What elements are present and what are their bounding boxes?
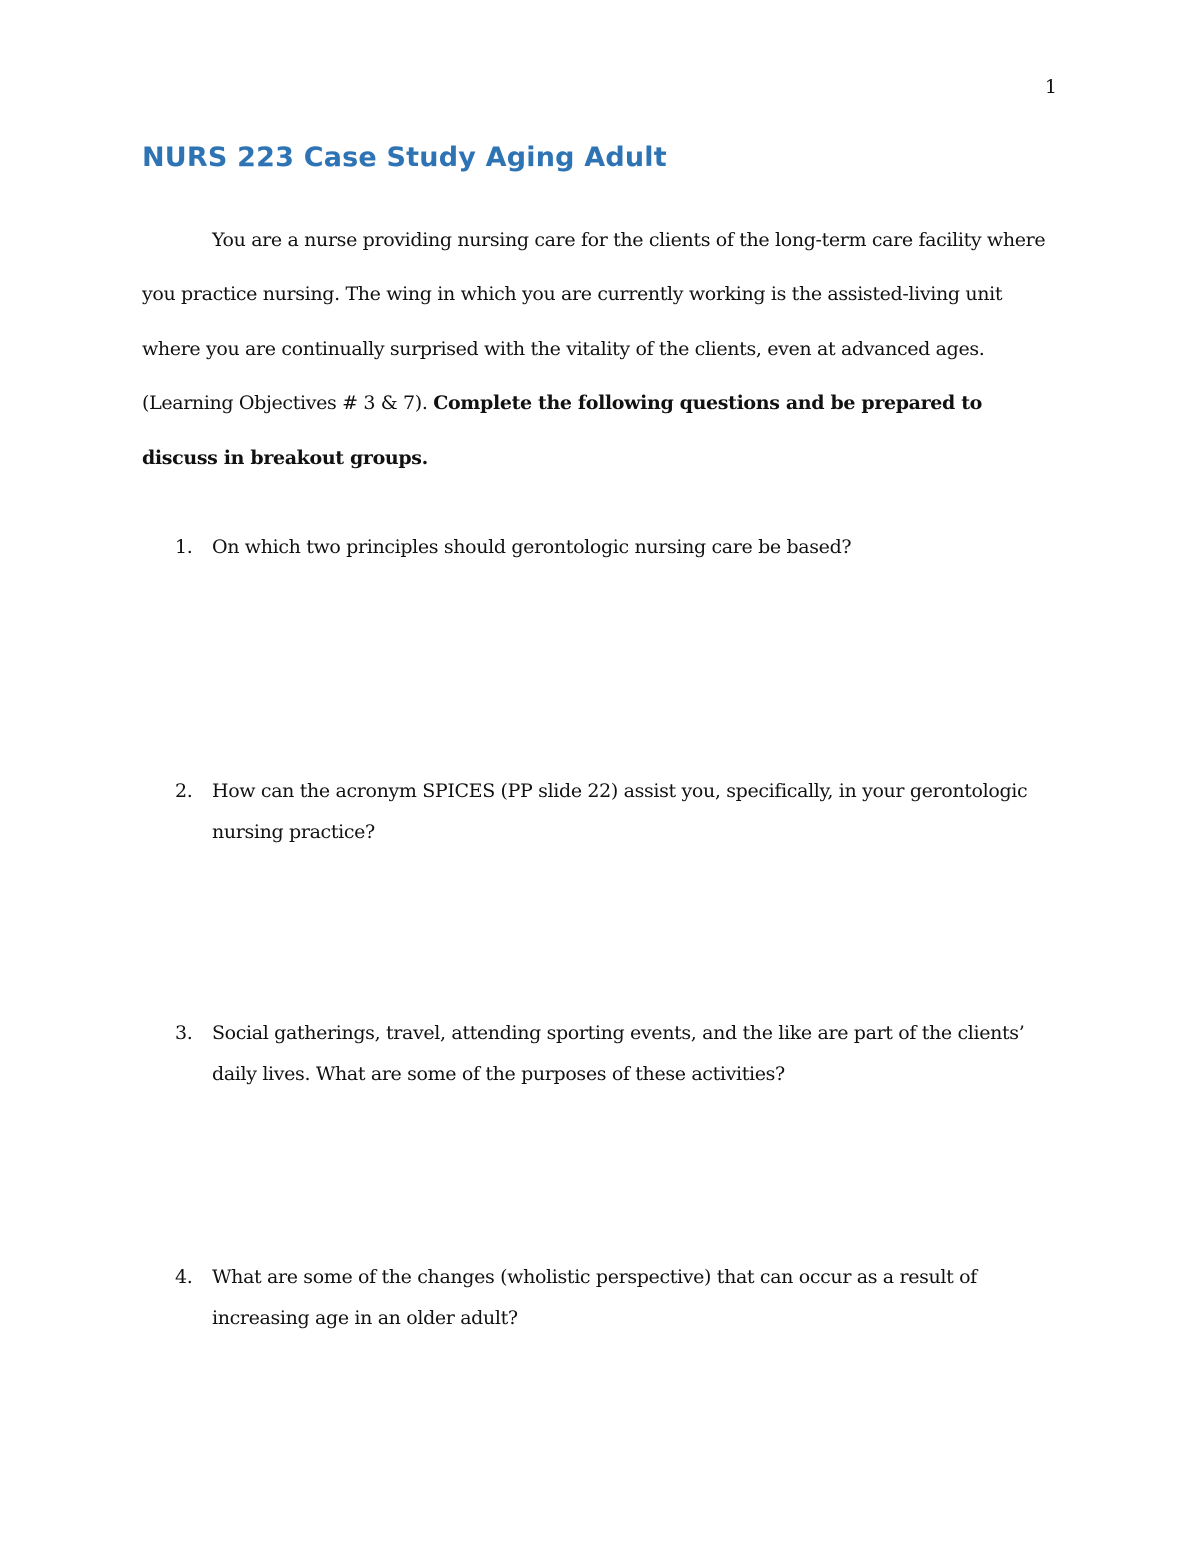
question-text: On which two principles should gerontologic nursing care be based? [212, 536, 852, 558]
question-number: 2. [175, 780, 193, 802]
question-text: Social gatherings, travel, attending sporting events, and the like are part of the clients’ daily lives. What are some of the purposes of these activities? [212, 1022, 1025, 1085]
intro-text: You are a nurse providing nursing care for the clients of the long-term care facility where you practice nursing. The wing in which you are currently working is the assisted-living unit where you are continually surprised with the vitality of the clients, even at advanced ages. (Learning Objectives # 3 & 7). [142, 229, 1046, 415]
question-number: 1. [175, 536, 193, 558]
document-title: NURS 223 Case Study Aging Adult [142, 142, 667, 173]
question-number: 4. [175, 1266, 193, 1288]
question-item-4 [142, 1257, 1062, 1339]
page-number: 1 [1044, 76, 1057, 98]
question-number: 3. [175, 1022, 193, 1044]
question-item-2 [142, 771, 1062, 853]
question-item-3 [142, 1013, 1062, 1095]
intro-bold-instruction: Complete the following questions and be prepared to discuss in breakout groups. [142, 392, 982, 469]
question-text: What are some of the changes (wholistic perspective) that can occur as a result of increasing age in an older adult? [212, 1266, 977, 1329]
question-item-1 [142, 527, 1062, 568]
intro-paragraph [142, 213, 1062, 485]
question-text: How can the acronym SPICES (PP slide 22) assist you, specifically, in your gerontologic nursing practice? [212, 780, 1028, 843]
